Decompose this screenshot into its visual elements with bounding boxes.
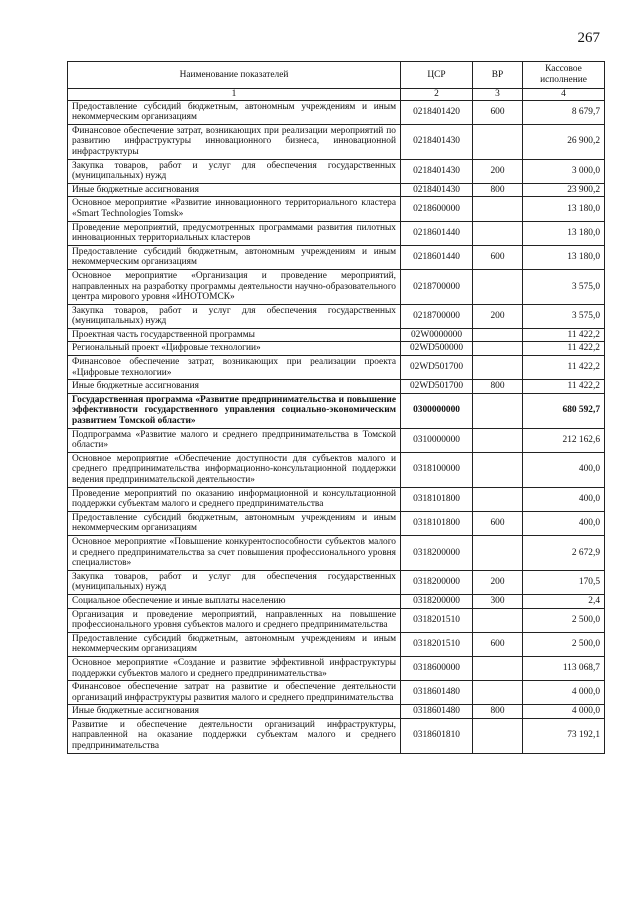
row-name-cell: Иные бюджетные ассигнования [68,705,401,719]
row-csr-cell: 02W0000000 [401,328,473,342]
row-vr-cell: 800 [473,705,523,719]
table-row [68,570,605,594]
row-csr-cell: 02WD501700 [401,356,473,380]
row-amount-cell: 13 180,0 [523,221,605,245]
table-row [68,608,605,632]
row-name-cell: Государственная программа «Развитие предпринимательства и повышение эффективности государственного управления социально-экономическим развитием Томской области» [68,393,401,428]
row-vr-cell: 600 [473,245,523,269]
row-name-cell: Закупка товаров, работ и услуг для обеспечения государственных (муниципальных) нужд [68,159,401,183]
row-amount-cell: 13 180,0 [523,197,605,221]
row-name-cell: Предоставление субсидий бюджетным, автономным учреждениям и иным некоммерческим организациям [68,511,401,535]
row-name-cell: Основное мероприятие «Создание и развитие эффективной инфраструктуры поддержки субъектов малого и среднего предпринимательства» [68,656,401,680]
row-amount-cell: 3 000,0 [523,159,605,183]
row-amount-cell: 11 422,2 [523,328,605,342]
row-amount-cell: 8 679,7 [523,100,605,124]
row-name-cell: Финансовое обеспечение затрат, возникающих при реализации проекта «Цифровые технологии» [68,356,401,380]
row-csr-cell: 0218401420 [401,100,473,124]
row-csr-cell: 0318601480 [401,705,473,719]
row-csr-cell: 0218401430 [401,183,473,197]
row-name-cell: Иные бюджетные ассигнования [68,183,401,197]
row-name-cell: Подпрограмма «Развитие малого и среднего предпринимательства в Томской области» [68,428,401,452]
row-vr-cell [473,535,523,570]
row-amount-cell: 23 900,2 [523,183,605,197]
budget-table [67,61,605,754]
table-row [68,221,605,245]
row-vr-cell [473,342,523,356]
row-vr-cell [473,269,523,304]
row-name-cell: Развитие и обеспечение деятельности организаций инфраструктуры, направленной на оказание поддержки субъектам малого и среднего предпринимательства [68,718,401,753]
column-number: 3 [473,89,523,101]
row-vr-cell [473,393,523,428]
row-vr-cell [473,681,523,705]
row-name-cell: Основное мероприятие «Организация и проведение мероприятий, направленных на разработку программы деятельности научно-образовательного центра мирового уровня «ИНОТОМСК» [68,269,401,304]
table-row [68,197,605,221]
row-vr-cell [473,124,523,159]
row-csr-cell: 0318200000 [401,570,473,594]
header-csr: ЦСР [401,62,473,89]
table-row [68,328,605,342]
row-name-cell: Основное мероприятие «Обеспечение доступности для субъектов малого и среднего предпринимательства информационно-консультационной поддержки ведения предпринимательской деятельности» [68,452,401,487]
row-vr-cell [473,221,523,245]
row-csr-cell: 0318201510 [401,608,473,632]
row-name-cell: Организация и проведение мероприятий, направленных на повышение профессионального уровня субъектов малого и среднего предпринимательства [68,608,401,632]
row-name-cell: Социальное обеспечение и иные выплаты населению [68,594,401,608]
row-name-cell: Финансовое обеспечение затрат на развитие и обеспечение деятельности организаций инфраструктуры развития малого и среднего предпринимательства [68,681,401,705]
row-csr-cell: 0318201510 [401,632,473,656]
row-amount-cell: 400,0 [523,452,605,487]
row-amount-cell: 73 192,1 [523,718,605,753]
row-vr-cell: 800 [473,183,523,197]
row-vr-cell: 200 [473,304,523,328]
row-amount-cell: 3 575,0 [523,269,605,304]
table-row [68,356,605,380]
row-csr-cell: 0300000000 [401,393,473,428]
row-amount-cell: 11 422,2 [523,380,605,394]
row-vr-cell [473,356,523,380]
row-csr-cell: 0318200000 [401,535,473,570]
row-vr-cell: 800 [473,380,523,394]
table-body [68,100,605,753]
row-amount-cell: 2 500,0 [523,632,605,656]
page-number: 267 [577,30,600,46]
row-amount-cell: 11 422,2 [523,356,605,380]
row-amount-cell: 400,0 [523,487,605,511]
table-row [68,428,605,452]
column-number: 4 [523,89,605,101]
row-csr-cell: 02WD501700 [401,380,473,394]
row-amount-cell: 26 900,2 [523,124,605,159]
table-row [68,487,605,511]
row-name-cell: Проведение мероприятий по оказанию информационной и консультационной поддержки субъектам малого и среднего предпринимательства [68,487,401,511]
table-row [68,380,605,394]
row-name-cell: Основное мероприятие «Повышение конкурентоспособности субъектов малого и среднего предпринимательства за счет повышения профессионального уровня специалистов» [68,535,401,570]
row-name-cell: Проведение мероприятий, предусмотренных программами развития пилотных инновационных территориальных кластеров [68,221,401,245]
row-vr-cell: 200 [473,159,523,183]
row-amount-cell: 2 672,9 [523,535,605,570]
row-vr-cell [473,197,523,221]
table-row [68,656,605,680]
table-row [68,269,605,304]
row-amount-cell: 4 000,0 [523,681,605,705]
row-vr-cell [473,608,523,632]
row-amount-cell: 11 422,2 [523,342,605,356]
row-name-cell: Предоставление субсидий бюджетным, автономным учреждениям и иным некоммерческим организациям [68,632,401,656]
row-amount-cell: 170,5 [523,570,605,594]
row-amount-cell: 3 575,0 [523,304,605,328]
row-csr-cell: 0318100000 [401,452,473,487]
row-amount-cell: 2 500,0 [523,608,605,632]
row-amount-cell: 680 592,7 [523,393,605,428]
row-csr-cell: 0318601810 [401,718,473,753]
row-csr-cell: 02WD500000 [401,342,473,356]
row-name-cell: Региональный проект «Цифровые технологии» [68,342,401,356]
row-name-cell: Иные бюджетные ассигнования [68,380,401,394]
table-row [68,159,605,183]
row-vr-cell: 600 [473,632,523,656]
header-vr: ВР [473,62,523,89]
row-vr-cell [473,656,523,680]
row-amount-cell: 2,4 [523,594,605,608]
table-row [68,100,605,124]
column-number-row [68,89,605,101]
row-vr-cell: 200 [473,570,523,594]
row-name-cell: Закупка товаров, работ и услуг для обеспечения государственных (муниципальных) нужд [68,570,401,594]
row-name-cell: Предоставление субсидий бюджетным, автономным учреждениям и иным некоммерческим организациям [68,245,401,269]
row-csr-cell: 0218601440 [401,221,473,245]
row-csr-cell: 0318200000 [401,594,473,608]
column-number: 2 [401,89,473,101]
row-csr-cell: 0218700000 [401,304,473,328]
row-csr-cell: 0218601440 [401,245,473,269]
table-row [68,342,605,356]
row-vr-cell: 600 [473,511,523,535]
row-name-cell: Финансовое обеспечение затрат, возникающих при реализации мероприятий по развитию инфраструктуры инновационного бизнеса, инновационной инфраструктуры [68,124,401,159]
row-csr-cell: 0318101800 [401,511,473,535]
table-row [68,511,605,535]
table-row [68,632,605,656]
table-row [68,718,605,753]
header-amount: Кассовое исполнение [523,62,605,89]
column-number: 1 [68,89,401,101]
table-row [68,594,605,608]
row-amount-cell: 400,0 [523,511,605,535]
row-vr-cell [473,487,523,511]
row-amount-cell: 113 068,7 [523,656,605,680]
table-row [68,183,605,197]
row-name-cell: Проектная часть государственной программы [68,328,401,342]
row-vr-cell: 600 [473,100,523,124]
row-vr-cell [473,328,523,342]
table-row [68,681,605,705]
row-csr-cell: 0218401430 [401,124,473,159]
table-row [68,452,605,487]
row-csr-cell: 0310000000 [401,428,473,452]
row-csr-cell: 0318101800 [401,487,473,511]
row-vr-cell: 300 [473,594,523,608]
row-vr-cell [473,428,523,452]
table-row [68,245,605,269]
row-csr-cell: 0218600000 [401,197,473,221]
row-amount-cell: 212 162,6 [523,428,605,452]
row-name-cell: Основное мероприятие «Развитие инновационного территориального кластера «Smart Technologies Tomsk» [68,197,401,221]
row-csr-cell: 0318601480 [401,681,473,705]
row-amount-cell: 4 000,0 [523,705,605,719]
row-amount-cell: 13 180,0 [523,245,605,269]
row-csr-cell: 0318600000 [401,656,473,680]
header-name: Наименование показателей [68,62,401,89]
row-vr-cell [473,452,523,487]
table-row [68,304,605,328]
row-vr-cell [473,718,523,753]
row-name-cell: Закупка товаров, работ и услуг для обеспечения государственных (муниципальных) нужд [68,304,401,328]
table-header-row [68,62,605,89]
table-row [68,705,605,719]
table-row [68,124,605,159]
table-row [68,535,605,570]
table-row [68,393,605,428]
row-name-cell: Предоставление субсидий бюджетным, автономным учреждениям и иным некоммерческим организациям [68,100,401,124]
row-csr-cell: 0218700000 [401,269,473,304]
row-csr-cell: 0218401430 [401,159,473,183]
